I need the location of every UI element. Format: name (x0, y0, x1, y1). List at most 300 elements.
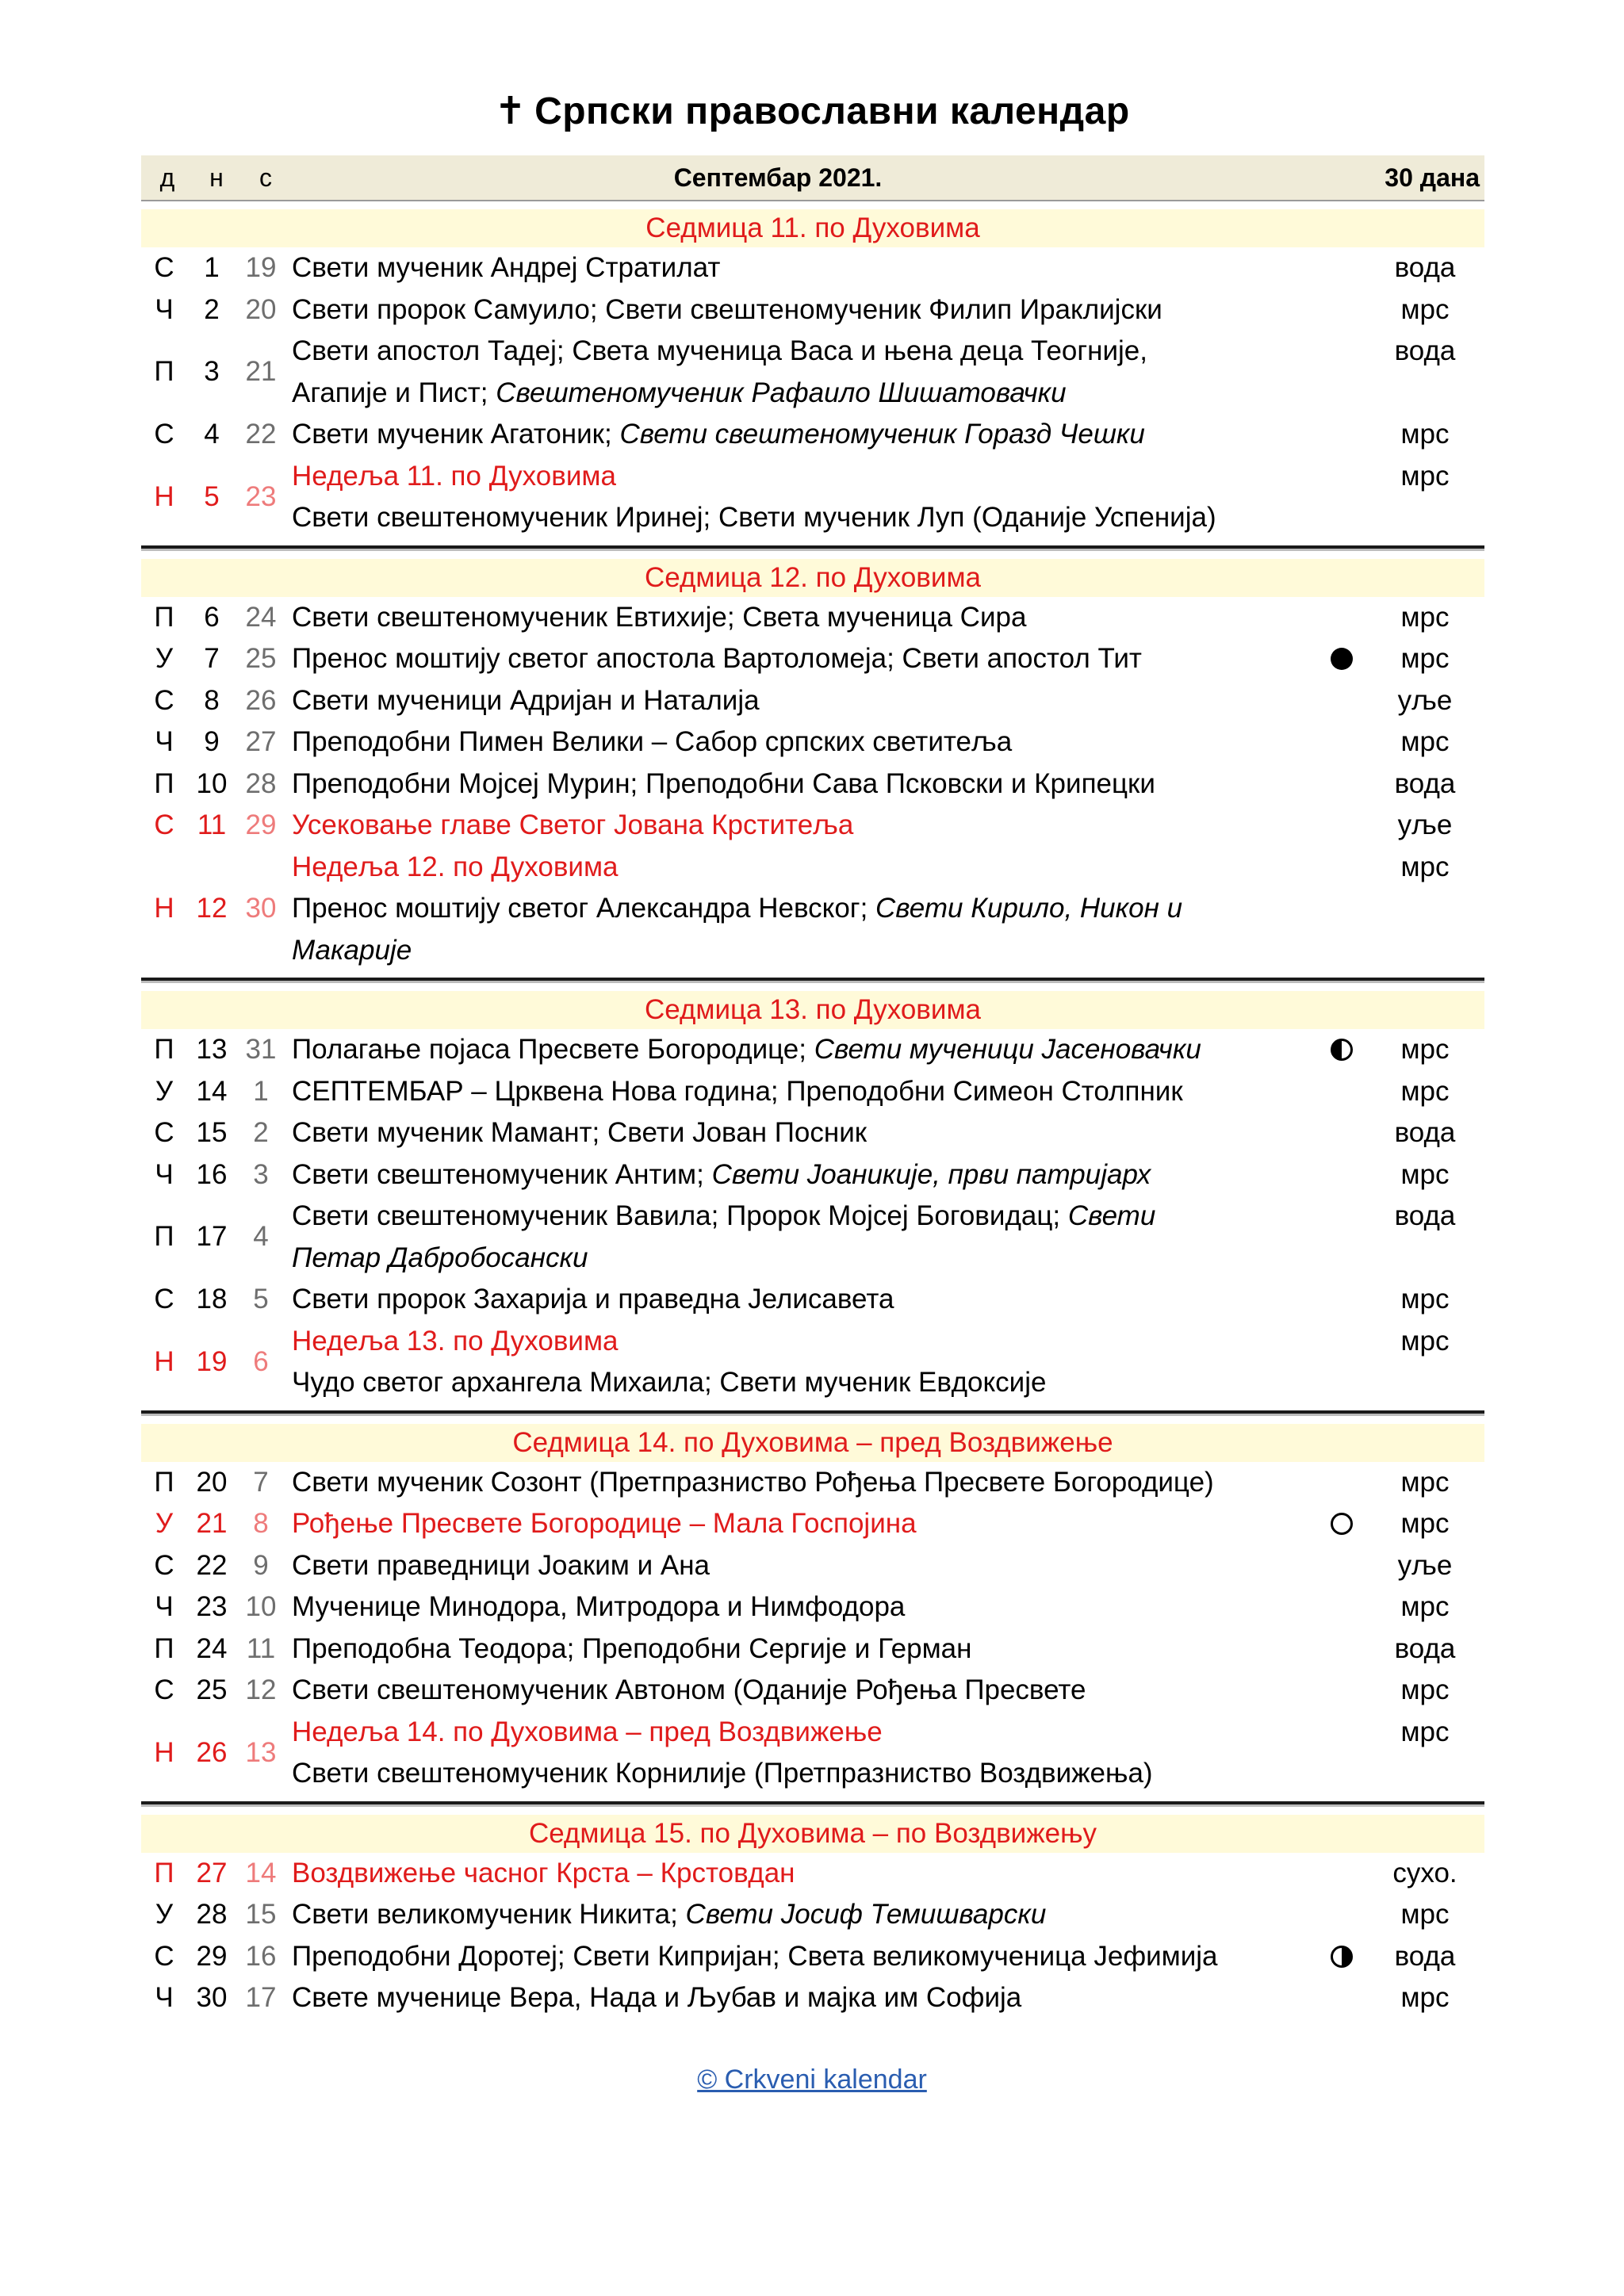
old-calendar-date: 4 (253, 1221, 269, 1253)
moon-phase-cell (1318, 1586, 1365, 1628)
moon-phase-cell (1318, 597, 1365, 639)
feast-text: Свети свештеномученик Вавила; Пророк Мојсеј Боговидац; (292, 1200, 1068, 1231)
week-title: Седмица 12. по Духовима (141, 559, 1484, 597)
feast-text: СЕПТЕМБАР – Црквена Нова година; Преподобни Симеон Столпник (292, 1075, 1183, 1107)
day-of-week: У (155, 1899, 174, 1930)
feast-line (292, 1545, 1318, 1587)
fasting-rule: мрс (1400, 1508, 1450, 1539)
new-calendar-date: 16 (196, 1158, 228, 1190)
new-calendar-date: 29 (196, 1940, 228, 1972)
page-title (0, 89, 1624, 133)
week-separator (141, 1801, 1484, 1807)
feast-line (292, 331, 1318, 373)
feast-italic-text: Свети мученици Јасеновачки (814, 1034, 1201, 1065)
feast-line (292, 1712, 1318, 1754)
feast-text: Свети свештеномученик Автоном (Оданије Рођења Пресвете (292, 1674, 1086, 1705)
feast-italic-text: Свети Јоаникије, први патријарх (711, 1158, 1151, 1190)
new-calendar-date: 25 (196, 1674, 228, 1705)
feast-description (285, 763, 1318, 806)
fasting-rule: вода (1394, 335, 1456, 366)
new-calendar-date: 19 (196, 1345, 228, 1377)
feast-text: Свети свештеномученик Антим; (292, 1158, 712, 1190)
feast-line (292, 373, 1318, 415)
feast-highlight-text: Воздвижење часног Крста – Крстовдан (292, 1857, 795, 1888)
moon-phase-cell (1318, 289, 1365, 331)
fasting-rule: вода (1394, 1632, 1456, 1664)
old-calendar-date: 22 (245, 419, 277, 450)
moon-phase-cell (1318, 721, 1365, 763)
feast-description (285, 247, 1318, 289)
new-calendar-date: 28 (196, 1899, 228, 1930)
moon-phase-cell (1318, 680, 1365, 722)
new-calendar-date: 6 (204, 601, 220, 633)
feast-line (292, 1628, 1318, 1670)
day-of-week: С (154, 809, 174, 840)
feast-description (285, 721, 1318, 763)
old-calendar-date: 20 (245, 293, 277, 325)
moon-phase-cell (1318, 1112, 1365, 1154)
feast-description (285, 1029, 1318, 1071)
day-row (141, 1586, 1484, 1628)
moon-phase-cell (1318, 414, 1365, 456)
fasting-rule: мрс (1400, 1899, 1450, 1930)
day-row (141, 1279, 1484, 1321)
feast-line (292, 638, 1318, 680)
new-calendar-date: 18 (196, 1284, 228, 1314)
header-day-of-week: д (159, 163, 175, 192)
feast-line (292, 597, 1318, 639)
day-row (141, 680, 1484, 722)
new-calendar-date: 13 (196, 1034, 228, 1065)
feast-description (285, 1894, 1318, 1936)
fasting-rule: мрс (1400, 1466, 1450, 1498)
day-row (141, 1154, 1484, 1196)
day-row (141, 597, 1484, 639)
feast-text: Свети великомученик Никита; (292, 1899, 686, 1930)
feast-line (292, 888, 1318, 930)
feast-line (292, 1853, 1318, 1895)
feast-description (285, 847, 1318, 972)
day-of-week: П (154, 1221, 174, 1253)
old-calendar-date: 6 (253, 1345, 269, 1377)
feast-text: Свети мученик Мамант; Свети Јован Посник (292, 1117, 868, 1148)
feast-line (292, 847, 1318, 889)
day-of-week: С (154, 1284, 174, 1314)
moon-phase-cell (1318, 847, 1365, 972)
day-of-week: Н (154, 893, 174, 924)
day-of-week: П (154, 1034, 174, 1065)
feast-highlight-text: Усековање главе Светог Јована Крститеља (292, 809, 854, 840)
moon-phase-cell (1318, 1196, 1365, 1279)
feast-text: Свети свештеномученик Корнилије (Претпразниство Воздвижења) (292, 1758, 1153, 1789)
day-row (141, 1196, 1484, 1279)
feast-description (285, 1321, 1318, 1404)
feast-line (292, 721, 1318, 763)
day-row (141, 331, 1484, 414)
fasting-rule: уље (1397, 809, 1453, 840)
old-calendar-date: 21 (245, 356, 277, 388)
moon-phase-cell (1318, 1670, 1365, 1712)
new-calendar-date: 1 (204, 252, 220, 283)
feast-text: Свете мученице Вера, Нада и Љубав и мајка им Софија (292, 1982, 1022, 2013)
fasting-rule: мрс (1400, 460, 1450, 492)
old-calendar-date: 23 (245, 480, 277, 512)
old-calendar-date: 16 (245, 1940, 277, 1972)
old-calendar-date: 17 (245, 1982, 277, 2013)
old-calendar-date: 27 (245, 726, 277, 757)
fasting-rule: вода (1394, 1117, 1456, 1148)
feast-description (285, 1071, 1318, 1113)
feast-line (292, 1462, 1318, 1504)
moon-phase-cell (1318, 1503, 1365, 1545)
new-calendar-date: 22 (196, 1549, 228, 1581)
new-calendar-date: 27 (196, 1857, 228, 1888)
feast-text: Свети апостол Тадеј; Света мученица Васа и њена деца Теогније, (292, 335, 1147, 366)
day-row (141, 721, 1484, 763)
feast-line (292, 1503, 1318, 1545)
feast-line (292, 414, 1318, 456)
week-title: Седмица 14. по Духовима – пред Воздвижење (141, 1424, 1484, 1462)
first-quarter-icon (1331, 1946, 1353, 1968)
old-calendar-date: 24 (245, 601, 277, 633)
feast-line (292, 1977, 1318, 2019)
feast-text: Полагање појаса Пресвете Богородице; (292, 1034, 814, 1065)
feast-line (292, 1029, 1318, 1071)
moon-phase-cell (1318, 247, 1365, 289)
fasting-rule: уље (1397, 684, 1453, 716)
new-calendar-date: 24 (196, 1632, 228, 1664)
new-calendar-date: 2 (204, 293, 220, 325)
feast-description (285, 1712, 1318, 1795)
fasting-rule: мрс (1400, 1716, 1450, 1747)
new-calendar-date: 5 (204, 480, 220, 512)
fasting-rule: мрс (1400, 1158, 1450, 1190)
feast-italic-text: Свети свештеномученик Горазд Чешки (619, 419, 1145, 450)
fasting-rule: мрс (1400, 1325, 1450, 1357)
feast-line (292, 1154, 1318, 1196)
feast-description (285, 1154, 1318, 1196)
moon-phase-cell (1318, 1071, 1365, 1113)
old-calendar-date: 5 (253, 1284, 269, 1314)
feast-line (292, 1362, 1318, 1404)
day-row (141, 1670, 1484, 1712)
header-month: Септембар 2021. (673, 163, 883, 192)
feast-description (285, 1936, 1318, 1978)
fasting-rule: вода (1394, 1940, 1456, 1972)
fasting-rule: уље (1397, 1549, 1453, 1581)
feast-description (285, 456, 1318, 539)
day-row (141, 1936, 1484, 1978)
feast-line (292, 763, 1318, 806)
day-row (141, 247, 1484, 289)
fasting-rule: мрс (1400, 1034, 1450, 1065)
day-of-week: У (155, 1508, 174, 1539)
week-title: Седмица 15. по Духовима – по Воздвижењу (141, 1815, 1484, 1853)
day-of-week: Ч (155, 1591, 174, 1622)
day-row (141, 1977, 1484, 2019)
old-calendar-date: 13 (245, 1736, 277, 1768)
feast-italic-text: Петар Дабробосански (292, 1242, 588, 1273)
new-calendar-date: 26 (196, 1736, 228, 1768)
old-calendar-date: 12 (245, 1674, 277, 1705)
feast-text: Свети пророк Захарија и праведна Јелисавета (292, 1284, 894, 1314)
day-of-week: Н (154, 1345, 174, 1377)
cross-icon: ✝ (494, 90, 527, 132)
feast-text: Преподобни Доротеј; Свети Кипријан; Света великомученица Јефимија (292, 1940, 1218, 1972)
feast-line (292, 930, 1318, 972)
moon-phase-cell (1318, 1894, 1365, 1936)
feast-description (285, 1586, 1318, 1628)
moon-phase-cell (1318, 638, 1365, 680)
feast-line (292, 1112, 1318, 1154)
old-calendar-date: 26 (245, 684, 277, 716)
feast-text: Преподобни Пимен Велики – Сабор српских светитеља (292, 726, 1013, 757)
day-row (141, 638, 1484, 680)
old-calendar-date: 8 (253, 1508, 269, 1539)
feast-text: Свети мученик Агатоник; (292, 419, 620, 450)
old-calendar-date: 2 (253, 1117, 269, 1148)
feast-line (292, 1321, 1318, 1363)
feast-line (292, 247, 1318, 289)
day-of-week: Ч (155, 293, 174, 325)
feast-text: Пренос моштију светог Александра Невског; (292, 893, 876, 924)
day-row (141, 1112, 1484, 1154)
new-moon-icon (1331, 1513, 1353, 1535)
old-calendar-date: 7 (253, 1466, 269, 1498)
fasting-rule: мрс (1400, 726, 1450, 757)
fasting-rule: мрс (1400, 419, 1450, 450)
day-row (141, 1029, 1484, 1071)
day-of-week: С (154, 1117, 174, 1148)
new-calendar-date: 4 (204, 419, 220, 450)
day-row (141, 414, 1484, 456)
feast-text: Чудо светог архангела Михаила; Свети мученик Евдоксије (292, 1367, 1047, 1398)
moon-phase-cell (1318, 456, 1365, 539)
title-text: Српски православни календар (534, 90, 1130, 132)
feast-description (285, 597, 1318, 639)
old-calendar-date: 9 (253, 1549, 269, 1581)
moon-phase-cell (1318, 1853, 1365, 1895)
feast-italic-text: Свети Кирило, Никон и (875, 893, 1183, 924)
old-calendar-date: 19 (245, 252, 277, 283)
feast-line (292, 1936, 1318, 1978)
feast-description (285, 1977, 1318, 2019)
calendar-table (141, 155, 1484, 2019)
fasting-rule: мрс (1400, 643, 1450, 674)
moon-phase-cell (1318, 1545, 1365, 1587)
old-calendar-date: 14 (245, 1857, 277, 1888)
day-of-week: Ч (155, 726, 174, 757)
day-row (141, 1894, 1484, 1936)
feast-description (285, 331, 1318, 414)
day-of-week: С (154, 252, 174, 283)
fasting-rule: вода (1394, 767, 1456, 799)
feast-description (285, 1196, 1318, 1279)
old-calendar-date: 25 (245, 643, 277, 674)
feast-text: Свети свештеномученик Евтихије; Света мученица Сира (292, 601, 1027, 633)
copyright-link[interactable]: © Crkveni kalendar (697, 2064, 927, 2095)
feast-text: Агапије и Пист; (292, 377, 496, 408)
moon-phase-cell (1318, 1321, 1365, 1404)
header-day-count: 30 дана (1385, 163, 1480, 192)
day-of-week: С (154, 1674, 174, 1705)
feast-text: Свети праведници Јоаким и Ана (292, 1549, 710, 1581)
feast-italic-text: Макарије (292, 934, 412, 966)
day-of-week: С (154, 1549, 174, 1581)
fasting-rule: мрс (1400, 1284, 1450, 1314)
day-of-week: П (154, 1857, 174, 1888)
full-moon-icon (1331, 648, 1353, 670)
feast-description (285, 1545, 1318, 1587)
feast-text: Свети свештеномученик Иринеј; Свети мученик Луп (Оданије Успенија) (292, 502, 1216, 533)
feast-description (285, 1670, 1318, 1712)
feast-text: Пренос моштију светог апостола Вартоломеја; Свети апостол Тит (292, 643, 1142, 674)
feast-highlight-text: Недеља 12. по Духовима (292, 851, 619, 882)
old-calendar-date: 31 (245, 1034, 277, 1065)
feast-line (292, 1586, 1318, 1628)
moon-phase-cell (1318, 1628, 1365, 1670)
last-quarter-icon (1331, 1039, 1353, 1061)
fasting-rule: мрс (1400, 851, 1450, 882)
feast-text: Преподобна Теодора; Преподобни Сергије и Герман (292, 1632, 972, 1664)
fasting-rule: мрс (1400, 1075, 1450, 1107)
feast-description (285, 1853, 1318, 1895)
moon-phase-cell (1318, 1936, 1365, 1978)
moon-phase-cell (1318, 1462, 1365, 1504)
fasting-rule: мрс (1400, 601, 1450, 633)
feast-italic-text: Свештеномученик Рафаило Шишатовачки (496, 377, 1067, 408)
day-row (141, 847, 1484, 972)
feast-description (285, 289, 1318, 331)
day-row (141, 1503, 1484, 1545)
week-separator (141, 1410, 1484, 1416)
feast-line (292, 1071, 1318, 1113)
feast-line (292, 289, 1318, 331)
header-new-date: н (209, 163, 224, 192)
feast-description (285, 1279, 1318, 1321)
feast-description (285, 805, 1318, 847)
new-calendar-date: 9 (204, 726, 220, 757)
feast-description (285, 638, 1318, 680)
day-of-week: У (155, 643, 174, 674)
feast-line (292, 805, 1318, 847)
feast-italic-text: Свети Јосиф Темишварски (685, 1899, 1047, 1930)
moon-phase-cell (1318, 1977, 1365, 2019)
feast-line (292, 1196, 1318, 1238)
day-of-week: С (154, 419, 174, 450)
day-of-week: П (154, 1466, 174, 1498)
feast-description (285, 1628, 1318, 1670)
day-of-week: Н (154, 480, 174, 512)
week-title: Седмица 11. по Духовима (141, 209, 1484, 247)
old-calendar-date: 29 (245, 809, 277, 840)
header-old-date: с (259, 163, 272, 192)
day-of-week: Ч (155, 1982, 174, 2013)
new-calendar-date: 14 (196, 1075, 228, 1107)
calendar-header (141, 155, 1484, 201)
day-row (141, 1071, 1484, 1113)
new-calendar-date: 3 (204, 356, 220, 388)
feast-description (285, 680, 1318, 722)
old-calendar-date: 11 (246, 1632, 276, 1664)
day-row (141, 1712, 1484, 1795)
feast-line (292, 1894, 1318, 1936)
old-calendar-date: 28 (245, 767, 277, 799)
new-calendar-date: 11 (197, 809, 227, 840)
old-calendar-date: 15 (245, 1899, 277, 1930)
day-row (141, 805, 1484, 847)
week-separator (141, 545, 1484, 551)
feast-text: Свети мученик Созонт (Претпразниство Рођења Пресвете Богородице) (292, 1466, 1214, 1498)
feast-description (285, 1462, 1318, 1504)
feast-text: Мученице Минодора, Митродора и Нимфодора (292, 1591, 906, 1622)
week-title: Седмица 13. по Духовима (141, 991, 1484, 1029)
day-of-week: П (154, 356, 174, 388)
feast-highlight-text: Недеља 11. по Духовима (292, 460, 616, 492)
day-row (141, 1853, 1484, 1895)
day-row (141, 1462, 1484, 1504)
day-of-week: У (155, 1075, 174, 1107)
feast-italic-text: Свети (1067, 1200, 1156, 1231)
feast-line (292, 1670, 1318, 1712)
day-of-week: С (154, 684, 174, 716)
new-calendar-date: 15 (196, 1117, 228, 1148)
feast-line (292, 1753, 1318, 1795)
day-of-week: П (154, 1632, 174, 1664)
new-calendar-date: 30 (196, 1982, 228, 2013)
day-row (141, 1545, 1484, 1587)
week-separator (141, 978, 1484, 983)
day-of-week: Ч (155, 1158, 174, 1190)
feast-description (285, 1112, 1318, 1154)
new-calendar-date: 23 (196, 1591, 228, 1622)
new-calendar-date: 10 (196, 767, 228, 799)
new-calendar-date: 12 (196, 893, 228, 924)
feast-line (292, 456, 1318, 498)
feast-highlight-text: Недеља 14. по Духовима – пред Воздвижење (292, 1716, 883, 1747)
feast-line (292, 1238, 1318, 1280)
feast-text: Преподобни Мојсеј Мурин; Преподобни Сава Псковски и Крипецки (292, 767, 1155, 799)
day-row (141, 1321, 1484, 1404)
fasting-rule: мрс (1400, 1982, 1450, 2013)
feast-text: Свети мученици Адријан и Наталија (292, 684, 760, 716)
fasting-rule: мрс (1400, 1591, 1450, 1622)
day-row (141, 456, 1484, 539)
moon-phase-cell (1318, 331, 1365, 414)
feast-highlight-text: Недеља 13. по Духовима (292, 1325, 619, 1357)
day-of-week: Н (154, 1736, 174, 1768)
day-row (141, 289, 1484, 331)
weeks-container (141, 209, 1484, 2019)
fasting-rule: мрс (1400, 1674, 1450, 1705)
fasting-rule: сухо. (1392, 1857, 1457, 1888)
old-calendar-date: 1 (253, 1075, 269, 1107)
new-calendar-date: 20 (196, 1466, 228, 1498)
new-calendar-date: 17 (196, 1221, 228, 1253)
fasting-rule: вода (1394, 252, 1456, 283)
moon-phase-cell (1318, 1279, 1365, 1321)
new-calendar-date: 21 (196, 1508, 228, 1539)
day-row (141, 763, 1484, 806)
feast-text: Свети пророк Самуило; Свети свештеномученик Филип Ираклијски (292, 293, 1162, 325)
old-calendar-date: 10 (245, 1591, 277, 1622)
day-row (141, 1628, 1484, 1670)
feast-line (292, 1279, 1318, 1321)
fasting-rule: мрс (1400, 293, 1450, 325)
day-of-week: П (154, 767, 174, 799)
moon-phase-cell (1318, 1029, 1365, 1071)
feast-line (292, 680, 1318, 722)
